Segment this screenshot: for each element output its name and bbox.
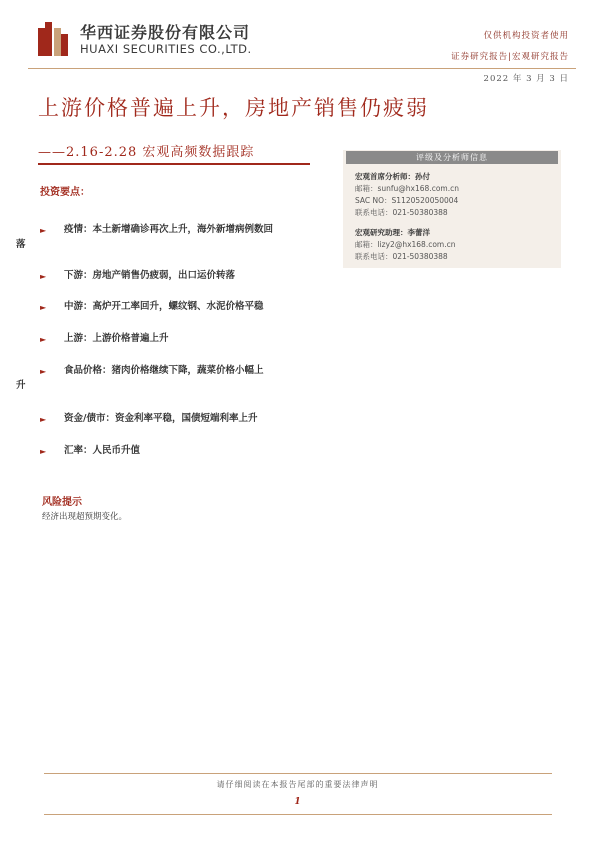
analyst-panel-heading: 评级及分析师信息 (346, 151, 558, 164)
assistant-analyst-email[interactable]: 邮箱：lizy2@hx168.com.cn (355, 240, 456, 249)
footer-disclaimer[interactable]: 请仔细阅读在本报告尾部的重要法律声明 (216, 780, 379, 789)
highlight-text: 房地产销售仍疲弱，出口运价转落 (92, 270, 236, 281)
risk-text: 经济出现超预期变化。 (42, 512, 128, 522)
highlight-item (40, 331, 330, 346)
company-name-en: HUAXI SECURITIES CO.,LTD. (80, 42, 252, 56)
highlight-text: 资金利率平稳，国债短端利率上升 (114, 413, 258, 424)
footer-bottom-divider (44, 814, 552, 815)
page-number: 1 (294, 797, 301, 807)
highlight-head: 汇率： (64, 445, 93, 456)
triangle-right-icon: ► (40, 271, 47, 281)
highlight-text: 高炉开工率回升，螺纹钢、水泥价格平稳 (92, 301, 264, 312)
report-subtitle: ——2.16-2.28 宏观高频数据跟踪 (38, 145, 255, 160)
triangle-right-icon: ► (40, 302, 47, 312)
company-name-cn: 华西证券股份有限公司 (80, 23, 251, 42)
highlight-head: 疫情： (64, 224, 93, 235)
highlight-head: 下游： (64, 270, 93, 281)
highlight-item (40, 411, 330, 426)
triangle-right-icon: ► (40, 225, 47, 235)
highlight-text: 猪肉价格继续下降，蔬菜价格小幅上 (111, 365, 264, 376)
triangle-right-icon: ► (40, 334, 47, 344)
chief-analyst-phone: 联系电话：021-50380388 (355, 208, 448, 217)
highlight-head: 资金/债市： (64, 413, 115, 424)
assistant-analyst-label: 宏观研究助理：李蕾洋 (355, 228, 430, 237)
chief-analyst-email[interactable]: 邮箱：sunfu@hx168.com.cn (355, 184, 459, 193)
triangle-right-icon: ► (40, 366, 47, 376)
highlight-text: 人民币升值 (92, 445, 141, 456)
risk-heading: 风险提示 (42, 497, 82, 508)
footer-divider (44, 773, 552, 774)
highlight-item (16, 222, 330, 252)
highlights-heading: 投资要点： (40, 187, 90, 198)
highlight-head: 中游： (64, 301, 93, 312)
triangle-right-icon: ► (40, 414, 47, 424)
highlight-item (40, 443, 330, 458)
highlight-text: 上游价格普遍上升 (92, 333, 169, 344)
audience-note: 仅供机构投资者使用 (483, 31, 569, 41)
highlight-text-wrap: 落 (16, 239, 26, 250)
report-title: 上游价格普遍上升，房地产销售仍疲弱 (38, 96, 429, 120)
report-date: 2022 年 3 月 3 日 (483, 74, 569, 84)
header-divider (28, 68, 576, 69)
subtitle-underline (38, 163, 310, 165)
highlight-item (16, 363, 330, 393)
report-category: 证券研究报告|宏观研究报告 (451, 52, 569, 62)
highlight-text: 本土新增确诊再次上升，海外新增病例数回 (92, 224, 274, 235)
huaxi-logo-icon (38, 22, 68, 56)
assistant-analyst-phone: 联系电话：021-50380388 (355, 252, 448, 261)
highlight-item (40, 299, 330, 314)
highlight-item (40, 268, 330, 283)
highlight-head: 食品价格： (64, 365, 112, 376)
highlight-head: 上游： (64, 333, 93, 344)
chief-analyst-sac: SAC NO：S1120520050004 (355, 196, 459, 205)
triangle-right-icon: ► (40, 446, 47, 456)
highlight-text-wrap: 升 (16, 380, 26, 391)
chief-analyst-label: 宏观首席分析师：孙付 (355, 172, 430, 181)
